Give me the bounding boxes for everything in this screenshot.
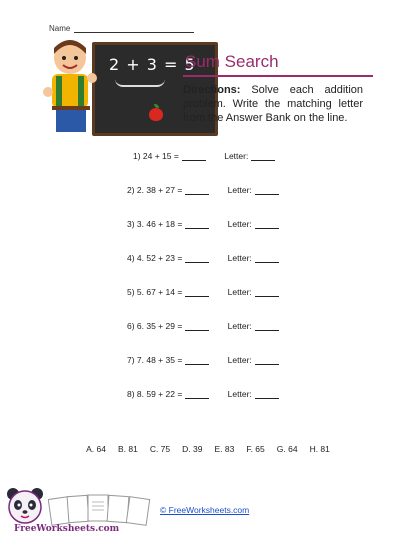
problem-text: 4) 4. 52 + 23 = xyxy=(127,253,183,263)
letter-label: Letter: xyxy=(227,185,252,195)
answer-bank xyxy=(0,444,416,454)
answer-option: A. 64 xyxy=(86,444,106,454)
letter-label: Letter: xyxy=(227,355,252,365)
problem-8 xyxy=(127,389,279,399)
worksheets-icon xyxy=(48,492,152,526)
footer-logo xyxy=(4,486,154,536)
letter-blank[interactable] xyxy=(251,152,275,161)
answer-option: B. 81 xyxy=(117,444,138,454)
answer-blank[interactable] xyxy=(185,390,209,399)
footer-link[interactable]: © FreeWorksheets.com xyxy=(160,505,250,515)
directions xyxy=(183,83,363,125)
problem-6 xyxy=(127,321,279,331)
answer-blank[interactable] xyxy=(185,356,209,365)
letter-label: Letter: xyxy=(227,389,252,399)
problem-5 xyxy=(127,287,279,297)
answer-blank[interactable] xyxy=(185,322,209,331)
letter-blank[interactable] xyxy=(255,220,279,229)
problem-text: 3) 3. 46 + 18 = xyxy=(127,219,183,229)
board-underline xyxy=(115,79,165,87)
hero-illustration xyxy=(36,34,196,138)
answer-blank[interactable] xyxy=(185,186,209,195)
answer-blank[interactable] xyxy=(185,254,209,263)
letter-label: Letter: xyxy=(224,151,249,161)
answer-option: H. 81 xyxy=(309,444,330,454)
boy-icon xyxy=(36,34,106,138)
board-equation: 2 + 3 = 5 xyxy=(109,55,196,74)
answer-option: D. 39 xyxy=(182,444,203,454)
problem-text: 1) 24 + 15 = xyxy=(133,151,179,161)
letter-blank[interactable] xyxy=(255,254,279,263)
panda-icon xyxy=(4,486,46,528)
answer-option: G. 64 xyxy=(276,444,298,454)
problem-text: 8) 8. 59 + 22 = xyxy=(127,389,183,399)
title-divider xyxy=(183,75,373,77)
answer-option: C. 75 xyxy=(149,444,171,454)
directions-label: Directions: xyxy=(183,84,241,96)
directions-text: Solve each addition problem. Write the matching letter from the Answer Bank on the line. xyxy=(183,84,363,124)
problem-text: 7) 7. 48 + 35 = xyxy=(127,355,183,365)
brand-name: FreeWorksheets.com xyxy=(14,524,120,534)
problem-text: 2) 2. 38 + 27 = xyxy=(127,185,183,195)
answer-option: E. 83 xyxy=(214,444,235,454)
answer-blank[interactable] xyxy=(185,288,209,297)
name-line xyxy=(74,24,194,33)
letter-label: Letter: xyxy=(227,287,252,297)
answer-option: F. 65 xyxy=(246,444,265,454)
answer-blank[interactable] xyxy=(182,152,206,161)
page-title: Sum Search xyxy=(185,52,279,71)
letter-blank[interactable] xyxy=(255,356,279,365)
answer-blank[interactable] xyxy=(185,220,209,229)
letter-label: Letter: xyxy=(227,219,252,229)
problem-1 xyxy=(133,151,275,161)
name-label: Name xyxy=(49,24,71,33)
letter-blank[interactable] xyxy=(255,288,279,297)
letter-blank[interactable] xyxy=(255,390,279,399)
letter-label: Letter: xyxy=(227,321,252,331)
problem-7 xyxy=(127,355,279,365)
problem-3 xyxy=(127,219,279,229)
problem-2 xyxy=(127,185,279,195)
letter-blank[interactable] xyxy=(255,186,279,195)
problem-text: 6) 6. 35 + 29 = xyxy=(127,321,183,331)
problem-text: 5) 5. 67 + 14 = xyxy=(127,287,183,297)
problem-4 xyxy=(127,253,279,263)
letter-blank[interactable] xyxy=(255,322,279,331)
letter-label: Letter: xyxy=(227,253,252,263)
apple-icon xyxy=(149,108,163,121)
name-row xyxy=(49,24,194,33)
